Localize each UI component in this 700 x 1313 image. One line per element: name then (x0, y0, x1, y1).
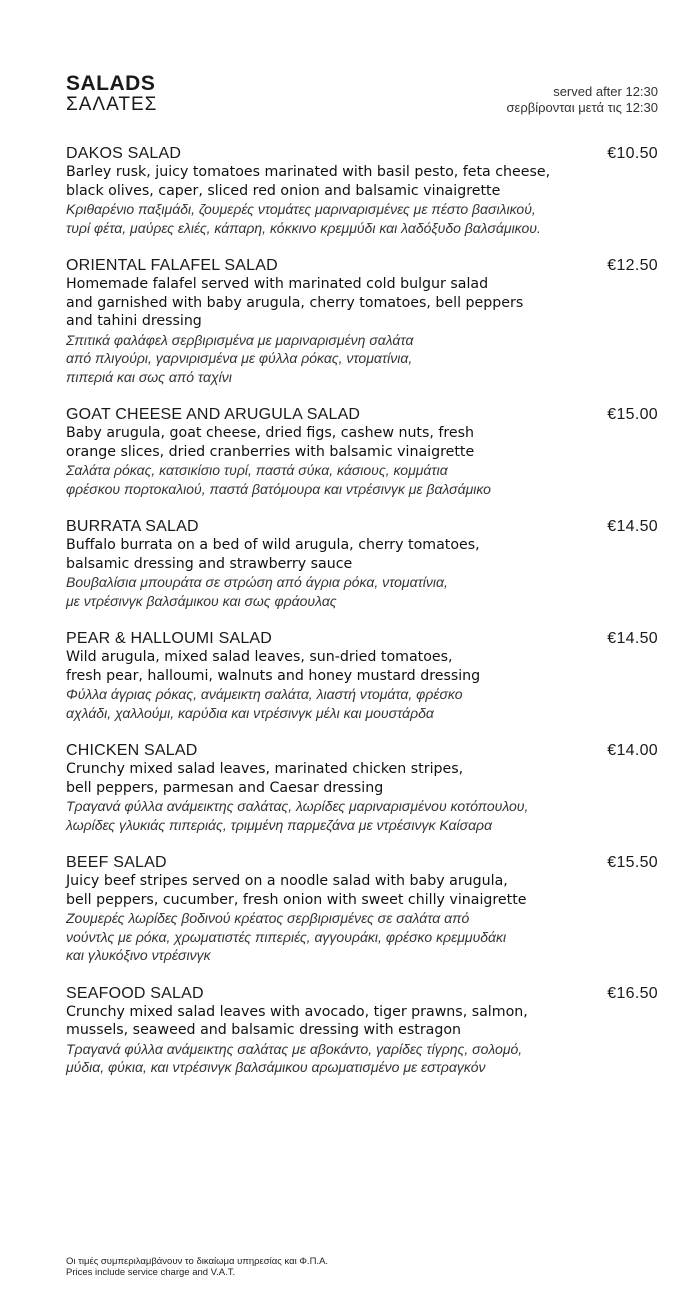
menu-item-description-greek: Κριθαρένιο παξιμάδι, ζουμερές ντομάτες μαριναρισμένες με πέστο βασιλικού, (66, 201, 536, 217)
section-title: SALADS (66, 72, 156, 95)
menu-item-description: orange slices, dried cranberries with balsamic vinaigrette (66, 443, 475, 460)
menu-item-description: fresh pear, halloumi, walnuts and honey mustard dressing (66, 667, 481, 684)
menu-item-description-greek: από πλιγούρι, γαρνιρισμένα με φύλλα ρόκας, ντοματίνια, (66, 350, 413, 366)
menu-item-description: black olives, caper, sliced red onion and balsamic vinaigrette (66, 182, 501, 199)
menu-item-name: GOAT CHEESE AND ARUGULA SALAD (66, 406, 361, 423)
menu-header (66, 72, 658, 118)
menu-item-description-greek: φρέσκου πορτοκαλιού, παστά βατόμουρα και ντρέσινγκ με βαλσάμικο (66, 480, 491, 497)
menu-item-description-greek: τυρί φέτα, μαύρες ελιές, κάπαρη, κόκκινο κρεμμύδι και λαδόξυδο βαλσάμικου. (66, 219, 541, 236)
menu-item-description: Crunchy mixed salad leaves with avocado, tiger prawns, salmon, (66, 1003, 528, 1020)
menu-item-description-greek: Σαλάτα ρόκας, κατσικίσιο τυρί, παστά σύκα, κάσιους, κομμάτια (66, 462, 448, 478)
menu-item-price: €14.00 (607, 742, 658, 759)
menu-item-price: €15.00 (607, 406, 658, 423)
menu-item-description-greek: Βουβαλίσια μπουράτα σε στρώση από άγρια ρόκα, ντοματίνια, (66, 574, 448, 590)
menu-item-name: CHICKEN SALAD (66, 742, 198, 759)
menu-item (66, 629, 658, 722)
menu-item-name: DAKOS SALAD (66, 145, 182, 162)
salad-menu-list (66, 144, 658, 1096)
menu-item-description-greek: Τραγανά φύλλα ανάμεικτης σαλάτας με αβοκάντο, γαρίδες τίγρης, σολομό, (66, 1040, 523, 1057)
menu-item-description: bell peppers, parmesan and Caesar dressing (66, 779, 384, 796)
price-disclaimer (66, 1256, 328, 1278)
menu-item-price: €14.50 (607, 630, 658, 647)
menu-item-description-greek: και γλυκόξινο ντρέσινγκ (66, 947, 211, 963)
menu-item-description-greek: Τραγανά φύλλα ανάμεικτης σαλάτας, λωρίδες μαριναρισμένου κοτόπουλου, (66, 798, 529, 814)
menu-item (66, 405, 658, 498)
menu-item-description-greek: νούντλς με ρόκα, χρωματιστές πιπεριές, αγγουράκι, φρέσκο κρεμμυδάκι (66, 928, 507, 945)
menu-item-description-greek: με ντρέσινγκ βαλσάμικου και σως φράουλας (66, 592, 337, 609)
menu-item-description: Homemade falafel served with marinated cold bulgur salad (66, 276, 489, 292)
menu-item-description-greek: Σπιτικά φαλάφελ σερβιρισμένα με μαριναρισμένη σαλάτα (66, 331, 414, 348)
menu-item-description: and tahini dressing (66, 313, 202, 329)
menu-item-description: Crunchy mixed salad leaves, marinated chicken stripes, (66, 761, 464, 777)
menu-item-description: bell peppers, cucumber, fresh onion with sweet chilly vinaigrette (66, 891, 527, 908)
menu-item-description-greek: Φύλλα άγριας ρόκας, ανάμεικτη σαλάτα, λιαστή ντομάτα, φρέσκο (66, 686, 463, 702)
menu-item-description: Wild arugula, mixed salad leaves, sun-dried tomatoes, (66, 649, 453, 665)
menu-item-description-greek: Ζουμερές λωρίδες βοδινού κρέατος σερβιρισμένες σε σαλάτα από (66, 910, 470, 926)
serving-time-english: served after 12:30 (553, 84, 658, 99)
menu-item-name: SEAFOOD SALAD (66, 984, 204, 1002)
menu-item-price: €12.50 (607, 257, 658, 274)
menu-item-description-greek: λωρίδες γλυκιάς πιπεριάς, τριμμένη παρμεζάνα με ντρέσινγκ Καίσαρα (66, 816, 493, 833)
menu-item-name: PEAR & HALLOUMI SALAD (66, 630, 273, 647)
menu-item (66, 144, 658, 237)
menu-item-description: Buffalo burrata on a bed of wild arugula, cherry tomatoes, (66, 537, 480, 553)
menu-item (66, 517, 658, 610)
menu-item-description: Barley rusk, juicy tomatoes marinated with basil pesto, feta cheese, (66, 164, 551, 180)
menu-item-price: €16.50 (607, 984, 658, 1002)
menu-item-description: balsamic dressing and strawberry sauce (66, 555, 353, 572)
menu-item-description: Juicy beef stripes served on a noodle salad with baby arugula, (66, 873, 508, 889)
menu-item (66, 256, 658, 386)
price-disclaimer-greek: Οι τιμές συμπεριλαμβάνουν το δικαίωμα υπηρεσίας και Φ.Π.Α. (66, 1256, 329, 1267)
section-title-greek: ΣΑΛΑΤΕΣ (66, 94, 158, 115)
serving-time-note (507, 84, 658, 116)
menu-item (66, 984, 658, 1077)
menu-item-price: €14.50 (607, 518, 658, 535)
menu-item (66, 853, 658, 965)
menu-item-description-greek: πιπεριά και σως από ταχίνι (66, 368, 232, 385)
menu-item-description: and garnished with baby arugula, cherry tomatoes, bell peppers (66, 294, 524, 311)
menu-item (66, 741, 658, 834)
menu-item-description: mussels, seaweed and balsamic dressing with estragon (66, 1022, 462, 1038)
menu-item-description-greek: αχλάδι, χαλλούμι, καρύδια και ντρέσινγκ μέλι και μουστάρδα (66, 704, 434, 721)
menu-item-description: Baby arugula, goat cheese, dried figs, cashew nuts, fresh (66, 425, 475, 441)
menu-item-name: BURRATA SALAD (66, 518, 199, 535)
menu-item-description-greek: μύδια, φύκια, και ντρέσινγκ βαλσάμικου αρωματισμένο με εστραγκόν (66, 1059, 486, 1075)
serving-time-greek: σερβίρονται μετά τις 12:30 (506, 100, 658, 115)
menu-item-price: €10.50 (607, 145, 658, 162)
menu-item-name: BEEF SALAD (66, 854, 167, 871)
menu-item-price: €15.50 (607, 854, 658, 871)
price-disclaimer-english: Prices include service charge and V.A.T. (66, 1267, 236, 1278)
menu-item-name: ORIENTAL FALAFEL SALAD (66, 257, 278, 274)
